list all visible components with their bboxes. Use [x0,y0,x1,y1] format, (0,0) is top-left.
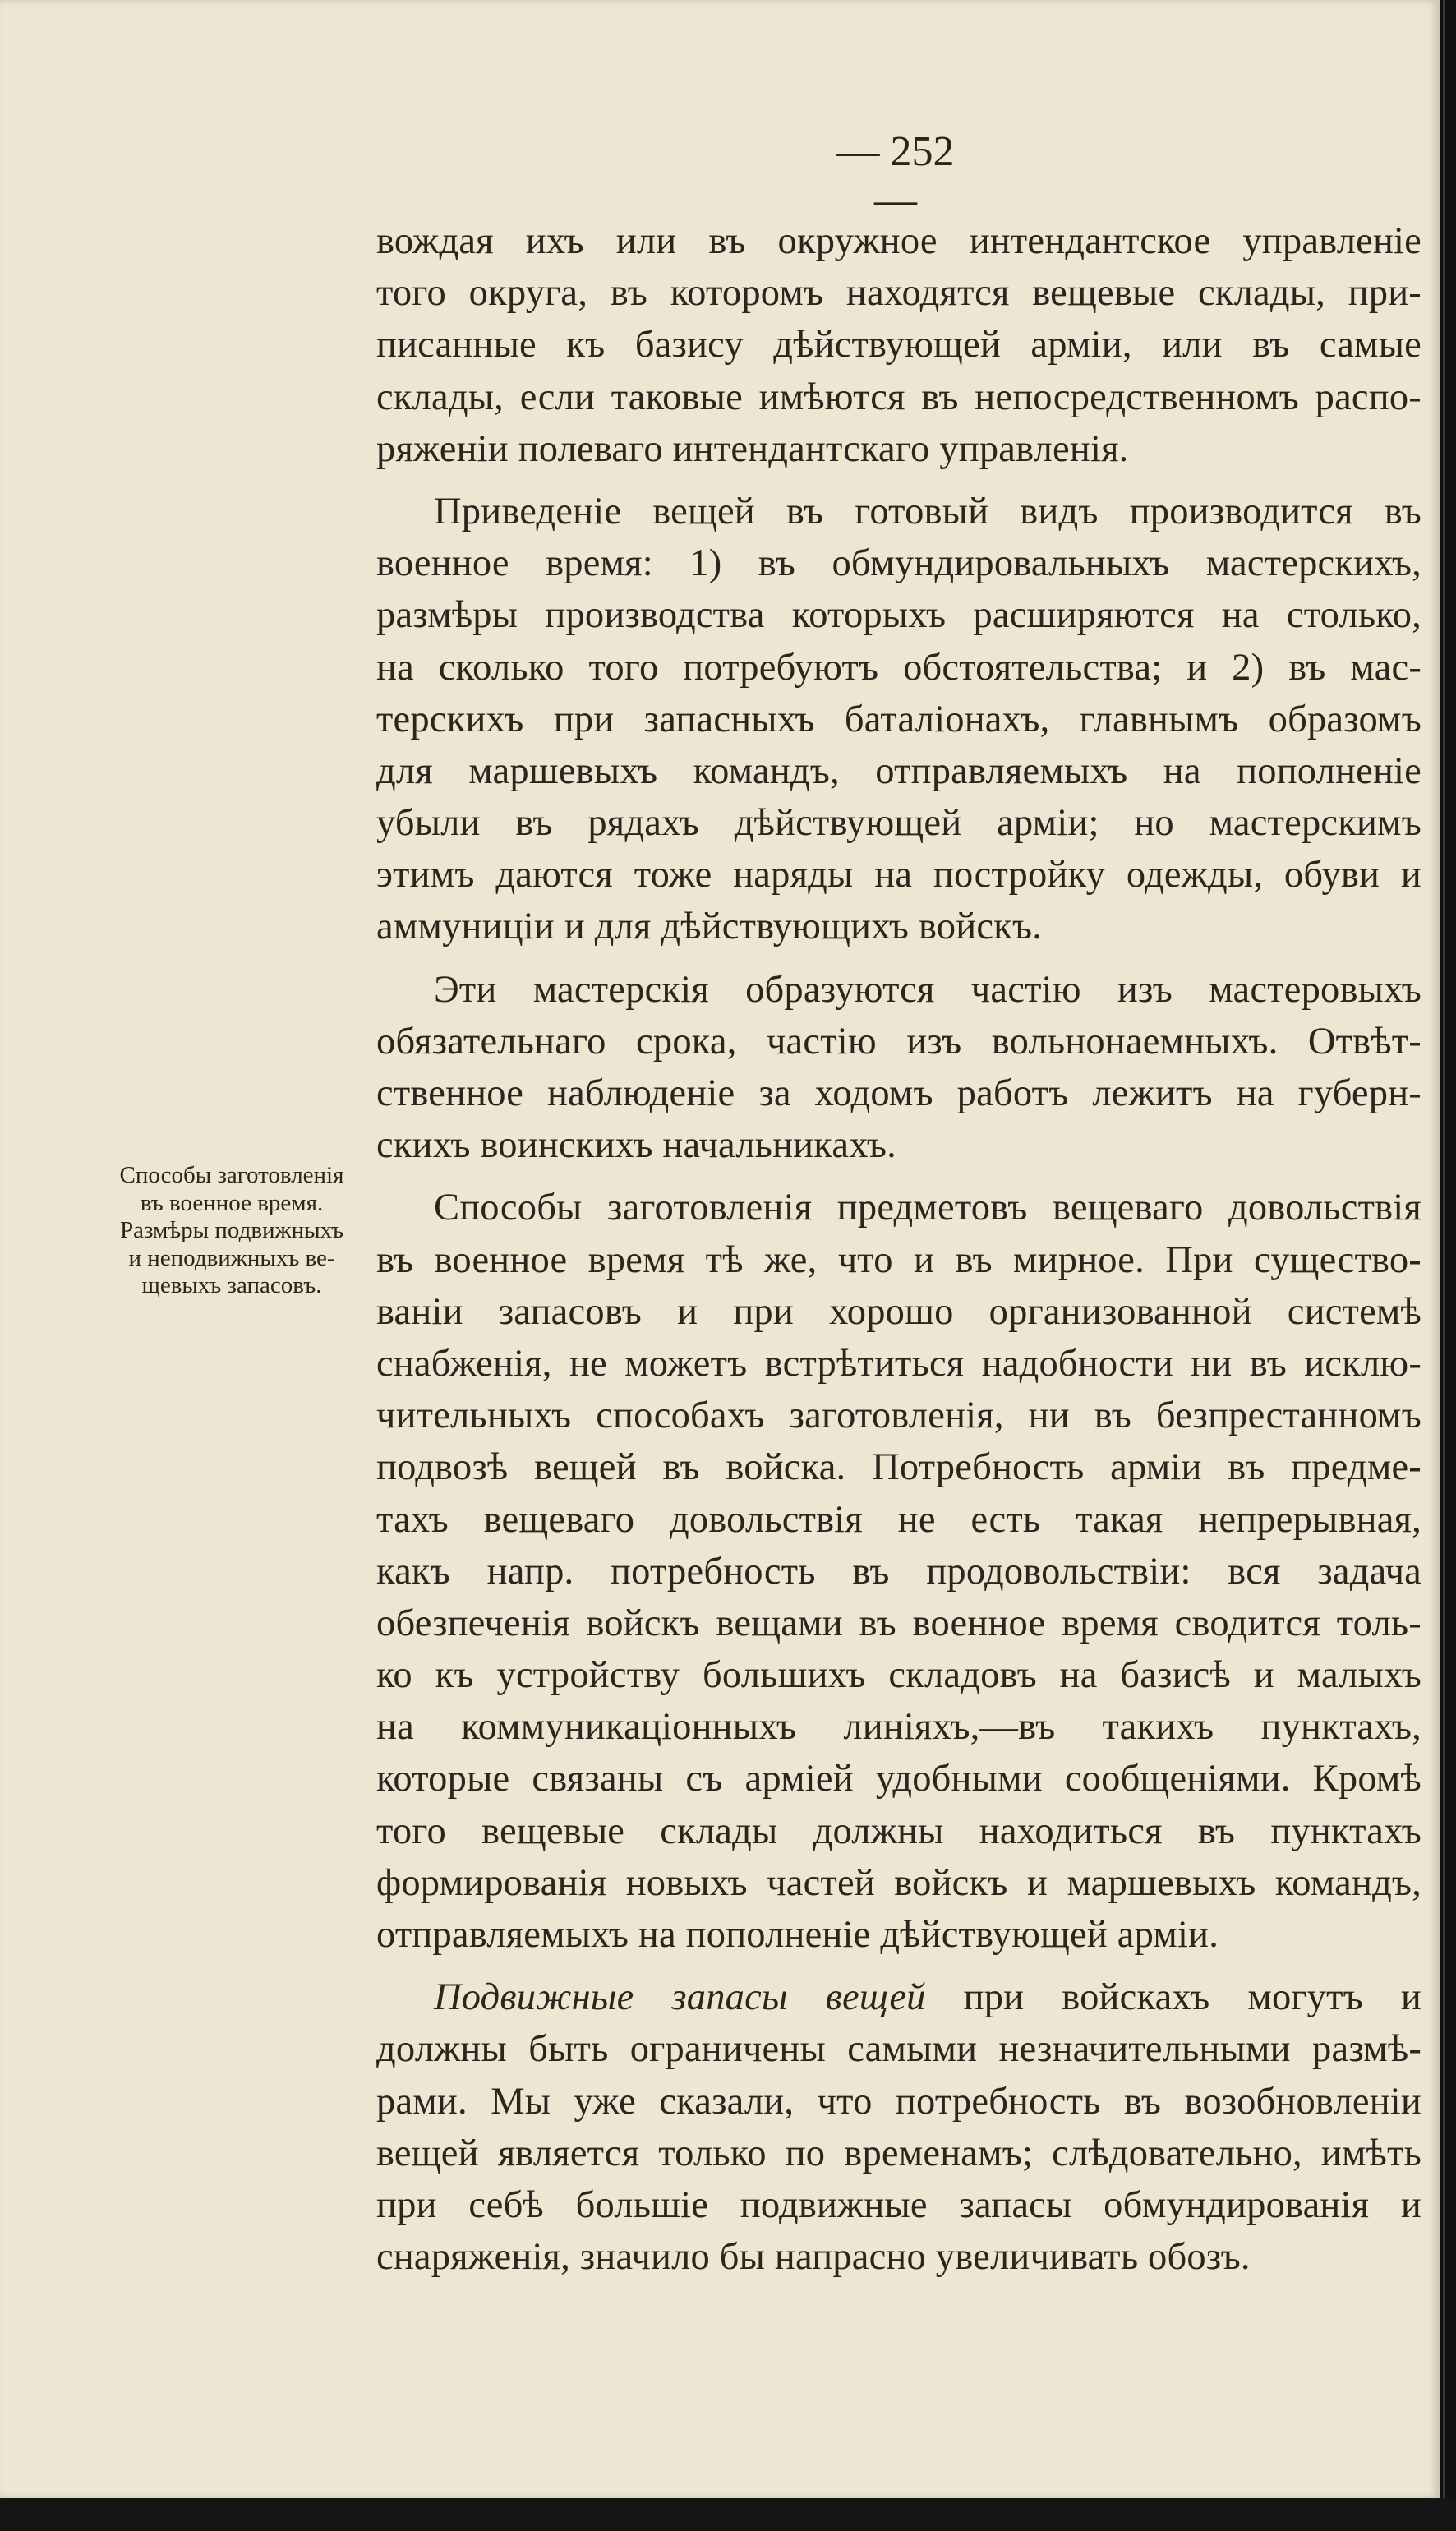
text-line: для маршевыхъ командъ, отправляемыхъ на пополненіе [376,749,1421,792]
text-line: Приведеніе вещей въ готовый видъ производится въ [434,490,1421,532]
text-line: ко къ устройству большихъ складовъ на базисѣ и малыхъ [376,1654,1421,1697]
text-line: тахъ вещеваго довольствія не есть такая непрерывная, [376,1498,1421,1541]
body-text [376,215,1421,2283]
text-line: при себѣ большіе подвижные запасы обмундированія и [376,2183,1421,2226]
text-line: скихъ воинскихъ начальникахъ. [376,1124,896,1167]
text-line: Эти мастерскія образуются частію изъ мастеровыхъ [434,968,1421,1011]
margin-note-line: въ военное время. [140,1189,324,1216]
paragraph-5 [376,1971,1421,2283]
scan-edge-right [1440,0,1456,2531]
text-line: Способы заготовленія предметовъ вещеваго довольствія [434,1187,1421,1229]
text-line [376,1971,1421,2023]
text-line: въ военное время тѣ же, что и въ мирное. При существо- [376,1238,1421,1281]
text-line: подвозѣ вещей въ войска. Потребность арміи въ предме- [376,1446,1421,1489]
paragraph-4 [376,1182,1421,1961]
text-line: аммуниціи и для дѣйствующихъ войскъ. [376,906,1043,948]
margin-note-line: Размѣры подвижныхъ [120,1217,343,1243]
text-line: терскихъ при запасныхъ баталіонахъ, главнымъ образомъ [376,698,1421,740]
text-line: писанные къ базису дѣйствующей арміи, или въ самые [376,324,1421,367]
margin-note [92,1162,371,1300]
text-line: должны быть ограничены самыми незначительными размѣ- [376,2028,1421,2071]
text-line: отправляемыхъ на пополненіе дѣйствующей арміи. [376,1914,1219,1956]
text-line: формированія новыхъ частей войскъ и маршевыхъ командъ, [376,1861,1421,1904]
text-line: обезпеченія войскъ вещами въ военное время сводится толь- [376,1602,1421,1644]
scan-edge-bottom [0,2498,1456,2531]
margin-note-line: и неподвижныхъ ве- [128,1244,335,1271]
margin-note-line: щевыхъ запасовъ. [141,1272,322,1298]
text-line: ваніи запасовъ и при хорошо организованной системѣ [376,1290,1421,1333]
text-line: на коммуникаціонныхъ линіяхъ,—въ такихъ пунктахъ, [376,1706,1421,1749]
text-line: этимъ даются тоже наряды на постройку одежды, обуви и [376,854,1421,897]
text-line: ряженіи полеваго интендантскаго управленія. [376,427,1129,470]
text-line: снаряженія, значило бы напрасно увеличивать обозъ. [376,2236,1251,2279]
text-line: вождая ихъ или въ окружное интендантское управленіе [376,220,1421,262]
text-line: военное время: 1) въ обмундировальныхъ мастерскихъ, [376,542,1421,585]
paragraph-1 [376,215,1421,475]
paragraph-3 [376,964,1421,1172]
paragraph-2 [376,486,1421,953]
text-line: на сколько того потребуютъ обстоятельства; и 2) въ мас- [376,646,1421,689]
text-line: которые связаны съ арміей удобными сообщеніями. Кромѣ [376,1758,1421,1800]
text-line: склады, если таковые имѣются въ непосредственномъ распо- [376,376,1421,418]
text-line: снабженія, не можетъ встрѣтиться надобности ни въ исклю- [376,1342,1421,1385]
text-line: того округа, въ которомъ находятся вещевые склады, при- [376,272,1421,315]
italic-lead: Подвижные запасы вещей [434,1976,926,2019]
text-line: размѣры производства которыхъ расширяются на столько, [376,594,1421,637]
text-line: какъ напр. потребность въ продовольствіи: вся задача [376,1550,1421,1593]
text-line: убыли въ рядахъ дѣйствующей арміи; но мастерскимъ [376,802,1421,845]
text-line: того вещевые склады должны находиться въ пунктахъ [376,1810,1421,1852]
text-line: рами. Мы уже сказали, что потребность въ возобновленіи [376,2080,1421,2123]
text-line: обязательнаго срока, частію изъ вольнонаемныхъ. Отвѣт- [376,1020,1421,1063]
margin-note-line: Способы заготовленія [119,1162,344,1188]
text-line: вещей является только по временамъ; слѣдовательно, имѣть [376,2132,1421,2174]
page-number: — 252 — [836,128,955,224]
text-line: чительныхъ способахъ заготовленія, ни въ безпрестанномъ [376,1395,1421,1437]
text-line-rest: при войскахъ могутъ и [925,1976,1421,2019]
text-line: ственное наблюденіе за ходомъ работъ лежитъ на губерн- [376,1072,1421,1114]
